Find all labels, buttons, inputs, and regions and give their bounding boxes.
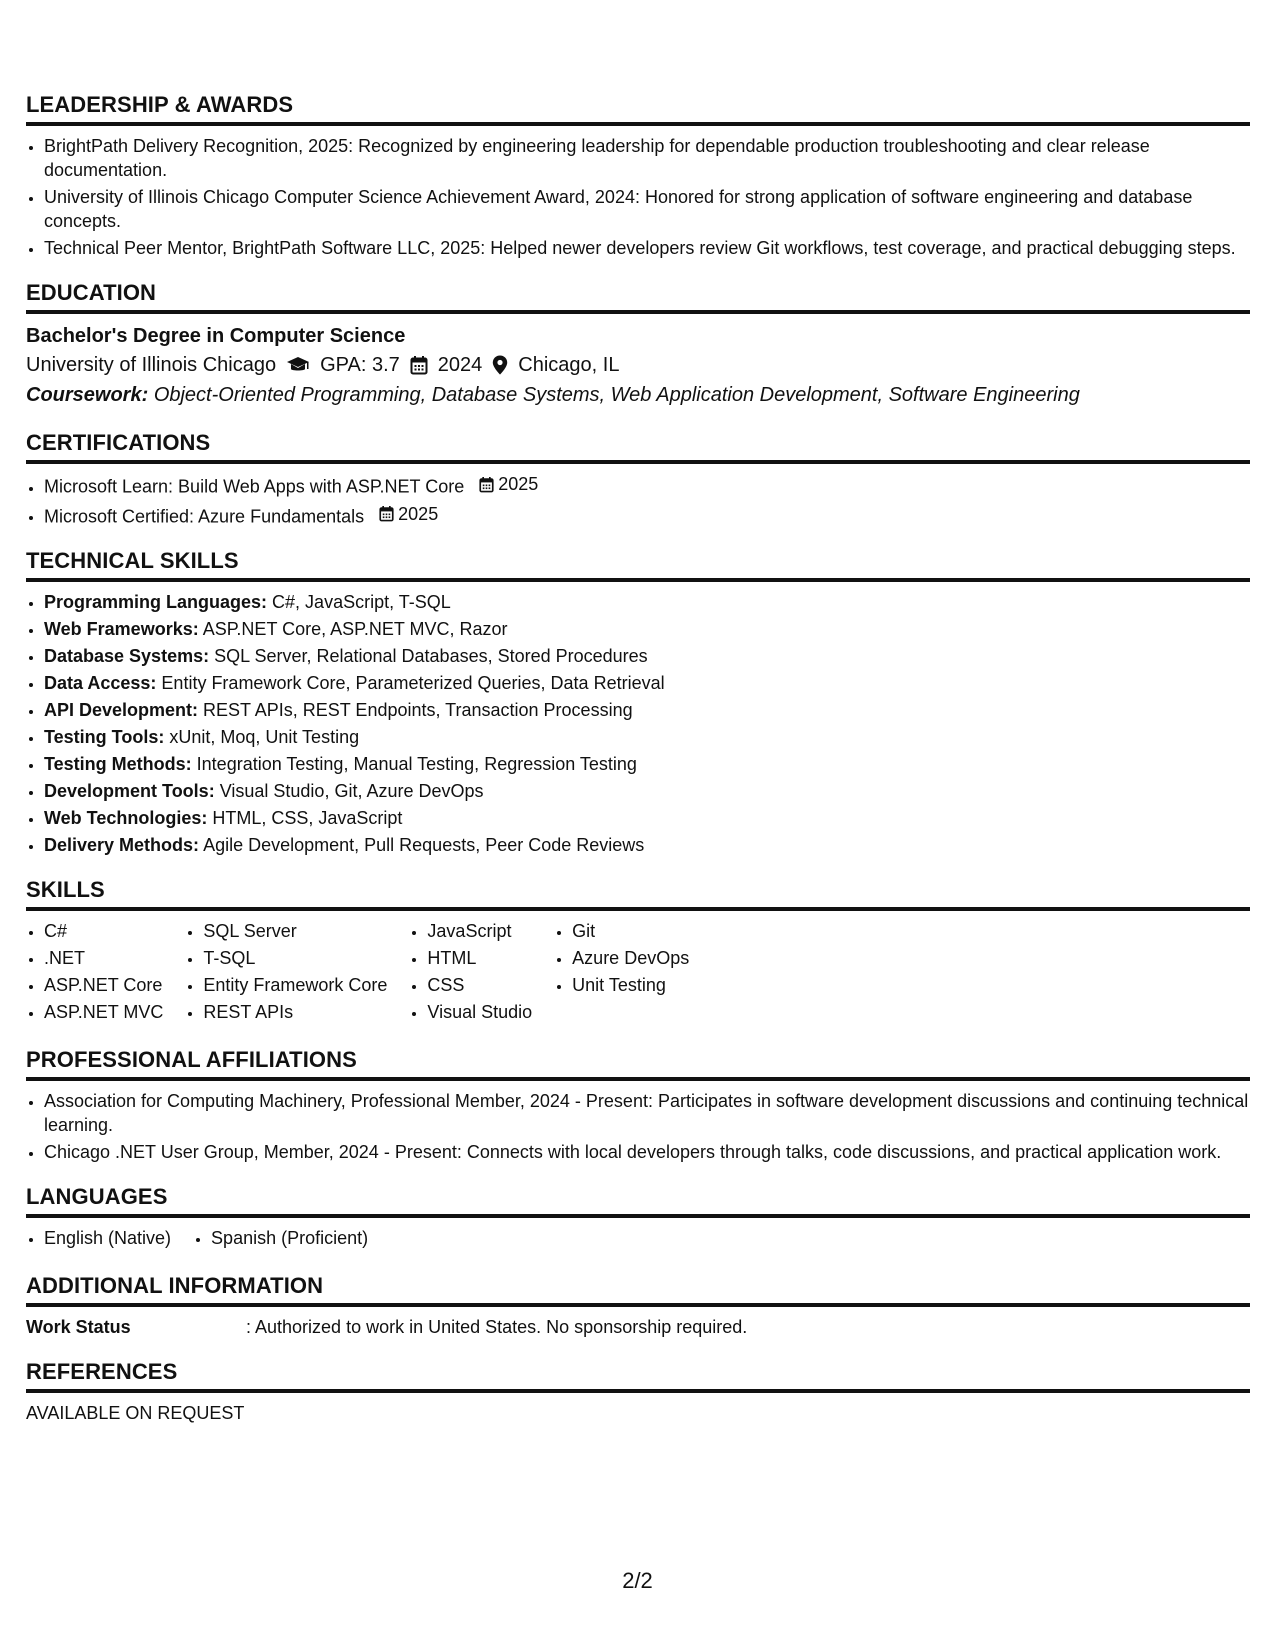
skills-column <box>554 919 689 1027</box>
list-item <box>44 590 1250 614</box>
skill-category: Database Systems: <box>44 646 210 666</box>
list-item: • Chicago .NET User Group, Member, 2024 - Present: Connects with local developers through talks, code discussions, and practical application work. <box>44 1140 1250 1164</box>
skill-values: C#, JavaScript, T-SQL <box>272 592 451 612</box>
certification-name: Microsoft Certified: Azure Fundamentals <box>44 506 365 526</box>
certification-date: 2025 <box>498 474 539 494</box>
education-section <box>26 280 1250 410</box>
certification-name: Microsoft Learn: Build Web Apps with ASP.NET Core <box>44 476 465 497</box>
skill-item: • ASP.NET MVC <box>44 1000 163 1024</box>
list-item <box>44 617 1250 641</box>
list-item <box>44 698 1250 722</box>
skill-values: SQL Server, Relational Databases, Stored Procedures <box>214 646 648 666</box>
skill-values: Agile Development, Pull Requests, Peer Code Reviews <box>203 835 645 855</box>
skill-values: Integration Testing, Manual Testing, Regression Testing <box>196 754 637 774</box>
list-item: • Association for Computing Machinery, Professional Member, 2024 - Present: Participates in software development discussions and continuing technical learning. <box>44 1089 1250 1137</box>
education-details <box>26 350 1250 380</box>
section-title-technical-skills: TECHNICAL SKILLS <box>26 548 1250 582</box>
list-item <box>44 502 1250 529</box>
page-number: 2/2 <box>622 1568 653 1593</box>
skills-grid <box>26 919 1250 1027</box>
section-title-skills: SKILLS <box>26 877 1250 911</box>
section-title-education: EDUCATION <box>26 280 1250 314</box>
skill-category: Testing Tools: <box>44 727 165 747</box>
calendar-icon <box>410 355 428 375</box>
section-title-certifications: CERTIFICATIONS <box>26 430 1250 464</box>
awards-list <box>26 134 1250 260</box>
technical-skills-list <box>26 590 1250 857</box>
language-item: • English (Native) <box>44 1226 171 1250</box>
graduation-cap-icon <box>286 355 310 375</box>
skill-item: • Git <box>572 919 689 943</box>
skill-values: HTML, CSS, JavaScript <box>212 808 403 828</box>
skill-item: • REST APIs <box>203 1000 387 1024</box>
work-status-row <box>26 1315 1250 1339</box>
gpa: GPA: 3.7 <box>320 354 400 376</box>
coursework-label: Coursework: <box>26 384 149 406</box>
map-pin-icon <box>492 355 508 375</box>
skill-values: xUnit, Moq, Unit Testing <box>169 727 360 747</box>
calendar-icon <box>479 476 494 493</box>
skill-values: REST APIs, REST Endpoints, Transaction Processing <box>203 700 633 720</box>
location: Chicago, IL <box>518 354 620 376</box>
certification-date-wrap <box>379 502 438 526</box>
certifications-section <box>26 430 1250 528</box>
skill-category: Development Tools: <box>44 781 215 801</box>
skills-section <box>26 877 1250 1027</box>
skill-category: Programming Languages: <box>44 592 268 612</box>
section-title-additional-info: ADDITIONAL INFORMATION <box>26 1273 1250 1307</box>
skill-category: Testing Methods: <box>44 754 192 774</box>
skill-item: • CSS <box>427 973 532 997</box>
list-item <box>44 806 1250 830</box>
calendar-icon <box>379 505 394 522</box>
school-name: University of Illinois Chicago <box>26 354 277 376</box>
skill-values: ASP.NET Core, ASP.NET MVC, Razor <box>202 619 508 639</box>
skill-item: • HTML <box>427 946 532 970</box>
affiliations-list <box>26 1089 1250 1164</box>
skill-item: • .NET <box>44 946 163 970</box>
leadership-section <box>26 92 1250 260</box>
section-title-leadership: LEADERSHIP & AWARDS <box>26 92 1250 126</box>
graduation-year: 2024 <box>437 354 483 376</box>
skill-item: • ASP.NET Core <box>44 973 163 997</box>
list-item <box>44 779 1250 803</box>
language-item: • Spanish (Proficient) <box>211 1226 368 1250</box>
affiliations-section <box>26 1047 1250 1164</box>
languages-column <box>26 1226 171 1253</box>
skill-item: • Azure DevOps <box>572 946 689 970</box>
section-title-references: REFERENCES <box>26 1359 1250 1393</box>
certification-date-wrap <box>479 472 538 496</box>
skill-item: • C# <box>44 919 163 943</box>
section-title-languages: LANGUAGES <box>26 1184 1250 1218</box>
skills-column <box>185 919 387 1027</box>
technical-skills-section <box>26 548 1250 857</box>
work-status-label: Work Status <box>26 1317 131 1337</box>
skills-column <box>409 919 532 1027</box>
references-section <box>26 1359 1250 1425</box>
languages-section <box>26 1184 1250 1253</box>
languages-list <box>26 1226 1250 1253</box>
certification-date: 2025 <box>398 503 439 524</box>
list-item <box>44 472 1250 499</box>
coursework-list: Object-Oriented Programming, Database Systems, Web Application Development, Software Engineering <box>153 384 1080 406</box>
skill-category: Web Frameworks: <box>44 619 199 639</box>
list-item <box>44 644 1250 668</box>
list-item: • BrightPath Delivery Recognition, 2025: Recognized by engineering leadership for dependable production troubleshooting and clear release documentation. <box>44 134 1250 182</box>
list-item <box>44 833 1250 857</box>
skill-item: • Visual Studio <box>427 1000 532 1024</box>
work-status-value: : Authorized to work in United States. No sponsorship required. <box>246 1317 748 1337</box>
skill-values: Visual Studio, Git, Azure DevOps <box>219 781 484 801</box>
references-text: AVAILABLE ON REQUEST <box>26 1403 245 1423</box>
skill-category: API Development: <box>44 700 199 720</box>
skills-column <box>26 919 163 1027</box>
list-item <box>44 752 1250 776</box>
certifications-list <box>26 472 1250 528</box>
resume-page <box>26 92 1250 1445</box>
coursework <box>26 380 1250 410</box>
skill-item: • T-SQL <box>203 946 387 970</box>
skill-item: • SQL Server <box>203 919 387 943</box>
list-item <box>44 671 1250 695</box>
list-item <box>44 725 1250 749</box>
additional-info-section <box>26 1273 1250 1339</box>
skill-item: • JavaScript <box>427 919 532 943</box>
languages-column <box>193 1226 368 1253</box>
skill-item: • Entity Framework Core <box>203 973 387 997</box>
skill-category: Data Access: <box>44 673 157 693</box>
skill-category: Delivery Methods: <box>44 835 200 855</box>
section-title-affiliations: PROFESSIONAL AFFILIATIONS <box>26 1047 1250 1081</box>
list-item: • University of Illinois Chicago Computer Science Achievement Award, 2024: Honored for strong application of software engineering and database concepts. <box>44 185 1250 233</box>
skill-item: • Unit Testing <box>572 973 689 997</box>
list-item: • Technical Peer Mentor, BrightPath Software LLC, 2025: Helped newer developers review Git workflows, test coverage, and practical debugging steps. <box>44 236 1250 260</box>
skill-values: Entity Framework Core, Parameterized Queries, Data Retrieval <box>161 673 665 693</box>
degree-title: Bachelor's Degree in Computer Science <box>26 325 406 347</box>
skill-category: Web Technologies: <box>44 808 208 828</box>
